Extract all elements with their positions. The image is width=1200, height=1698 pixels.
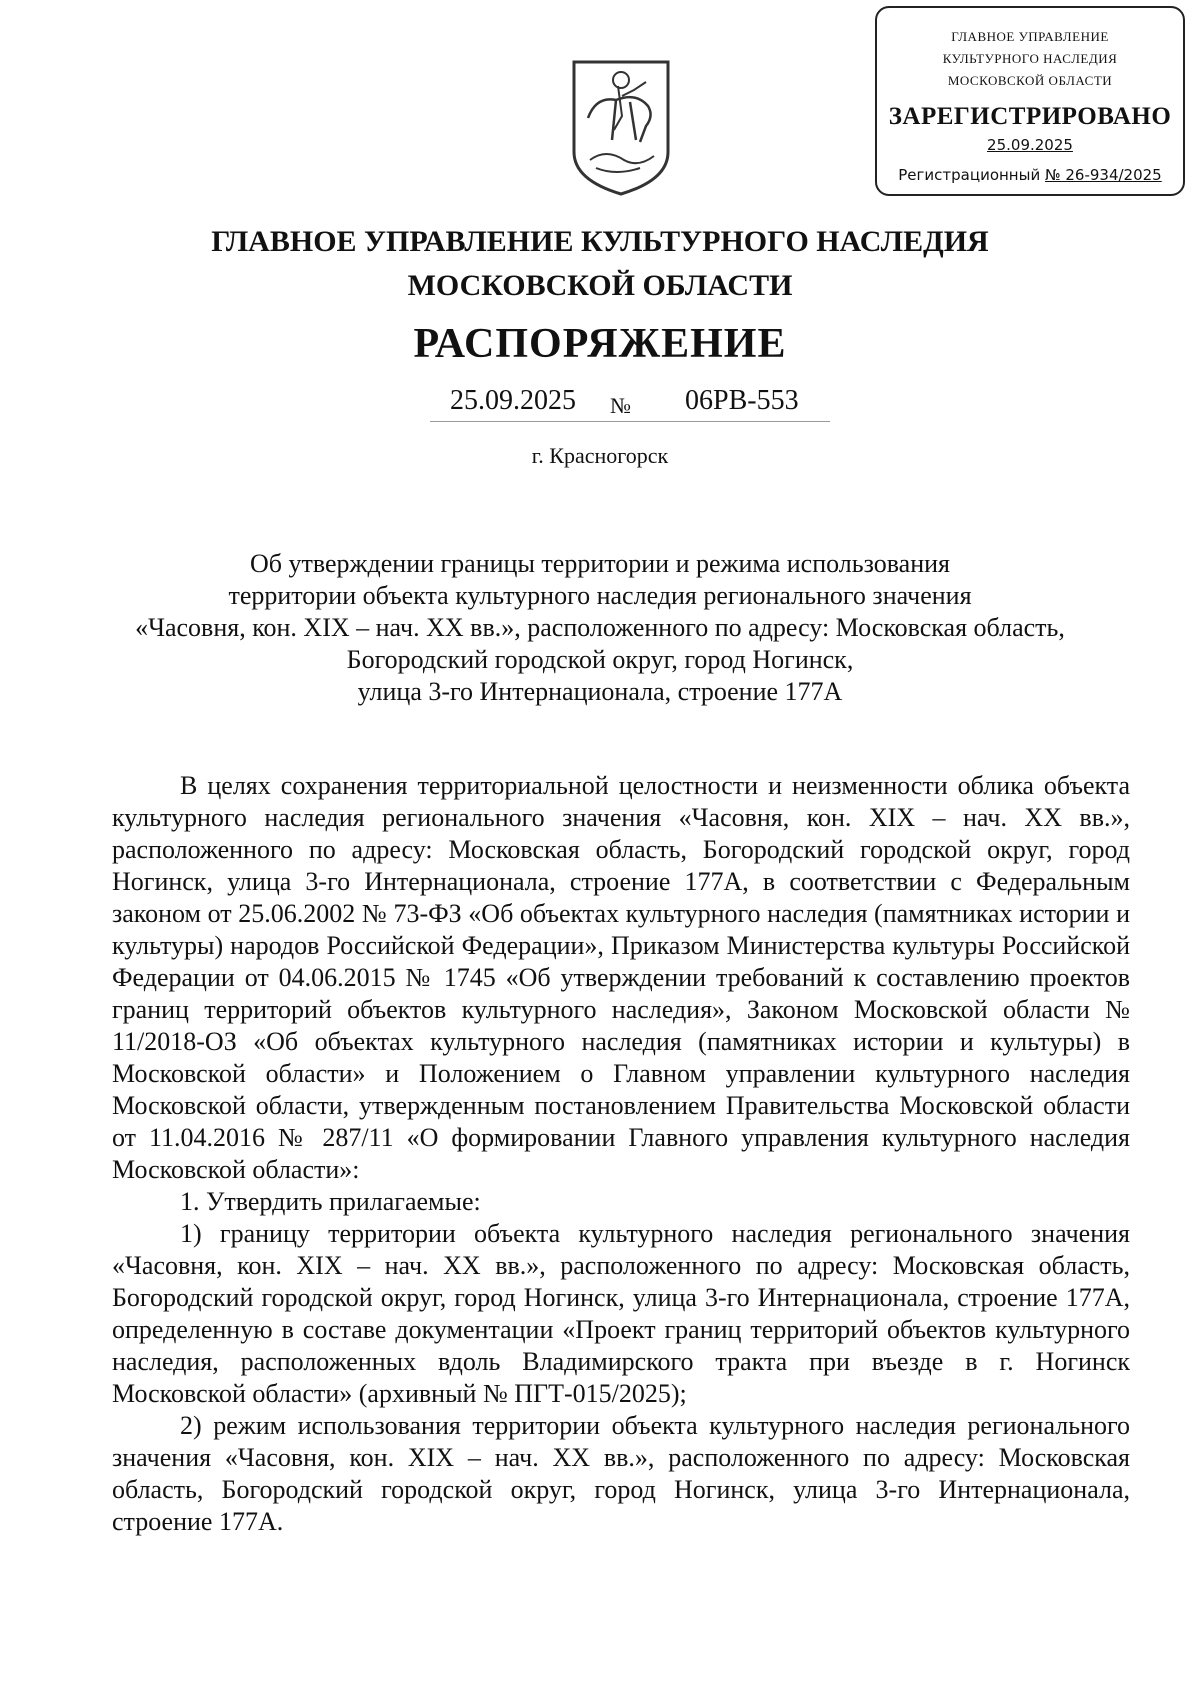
document-date: 25.09.2025 xyxy=(450,385,576,416)
stamp-org-line: КУЛЬТУРНОГО НАСЛЕДИЯ xyxy=(942,51,1118,66)
document-type: РАСПОРЯЖЕНИЕ xyxy=(413,321,787,367)
document-title xyxy=(100,548,1100,708)
stamp-status: ЗАРЕГИСТРИРОВАНО xyxy=(888,103,1172,130)
title-line: территории объекта культурного наследия регионального значения xyxy=(228,581,972,610)
title-line: Об утверждении границы территории и режима использования xyxy=(250,549,950,578)
stamp-date: 25.09.2025 xyxy=(987,136,1073,154)
document-number: 06РВ-553 xyxy=(685,385,799,416)
preamble-paragraph: В целях сохранения территориальной целостности и неизменности облика объекта культурного наследия регионального значения «Часовня, кон. XIX – нач. XX вв.», расположенного по адресу: Московская область, Богородский городской округ, город Ногинск, улица 3-го Интернационала, строение 177А, в соответствии с Федеральным законом от 25.06.2002 № 73-ФЗ «Об объектах культурного наследия (памятниках истории и культуры) народов Российской Федерации», Приказом Министерства культуры Российской Федерации от 04.06.2015 № 1745 «Об утверждении требований к составлению проектов границ территорий объектов культурного наследия», Законом Московской области № 11/2018-ОЗ «Об объектах культурного наследия (памятниках истории и культуры) в Московской области» и Положением о Главном управлении культурного наследия Московской области, утвержденным постановлением Правительства Московской области от 11.04.2016 № 287/11 «О формировании Главного управления культурного наследия Московской области»: xyxy=(112,771,1130,1184)
stamp-registration-number: № 26-934/2025 xyxy=(1045,166,1162,184)
registration-stamp xyxy=(875,6,1185,196)
document-body xyxy=(112,770,1130,1538)
stamp-org-line: МОСКОВСКОЙ ОБЛАСТИ xyxy=(947,73,1113,88)
stamp-registration xyxy=(877,166,1183,184)
title-line: улица 3-го Интернационала, строение 177А xyxy=(357,677,843,706)
city: г. Красногорск xyxy=(531,443,669,468)
organization-name-line: ГЛАВНОЕ УПРАВЛЕНИЕ КУЛЬТУРНОГО НАСЛЕДИЯ xyxy=(211,225,989,258)
stamp-org-line: ГЛАВНОЕ УПРАВЛЕНИЕ xyxy=(951,29,1109,44)
document-number-row xyxy=(430,385,830,422)
organization-name xyxy=(0,220,1200,308)
title-line: Богородский городской округ, город Ногинск, xyxy=(346,645,854,674)
stamp-registration-label: Регистрационный xyxy=(898,166,1041,184)
organization-name-line: МОСКОВСКОЙ ОБЛАСТИ xyxy=(407,269,793,302)
item-paragraph: 1. Утвердить прилагаемые: xyxy=(180,1187,481,1216)
item-paragraph: 2) режим использования территории объекта культурного наследия регионального значения «Часовня, кон. XIX – нач. XX вв.», расположенного по адресу: Московская область, Богородский городской округ, город Ногинск, улица 3-го Интернационала, строение 177А. xyxy=(112,1411,1130,1536)
item-paragraph: 1) границу территории объекта культурного наследия регионального значения «Часовня, кон. XIX – нач. XX вв.», расположенного по адресу: Московская область, Богородский городской округ, город Ногинск, улица 3-го Интернационала, строение 177А, определенную в составе документации «Проект границ территорий объектов культурного наследия, расположенных вдоль Владимирского тракта при въезде в г. Ногинск Московской области» (архивный № ПГТ-015/2025); xyxy=(112,1219,1130,1408)
moscow-oblast-coat-of-arms-icon xyxy=(566,56,676,198)
number-sign: № xyxy=(610,393,631,418)
title-line: «Часовня, кон. XIX – нач. XX вв.», расположенного по адресу: Московская область, xyxy=(135,613,1065,642)
